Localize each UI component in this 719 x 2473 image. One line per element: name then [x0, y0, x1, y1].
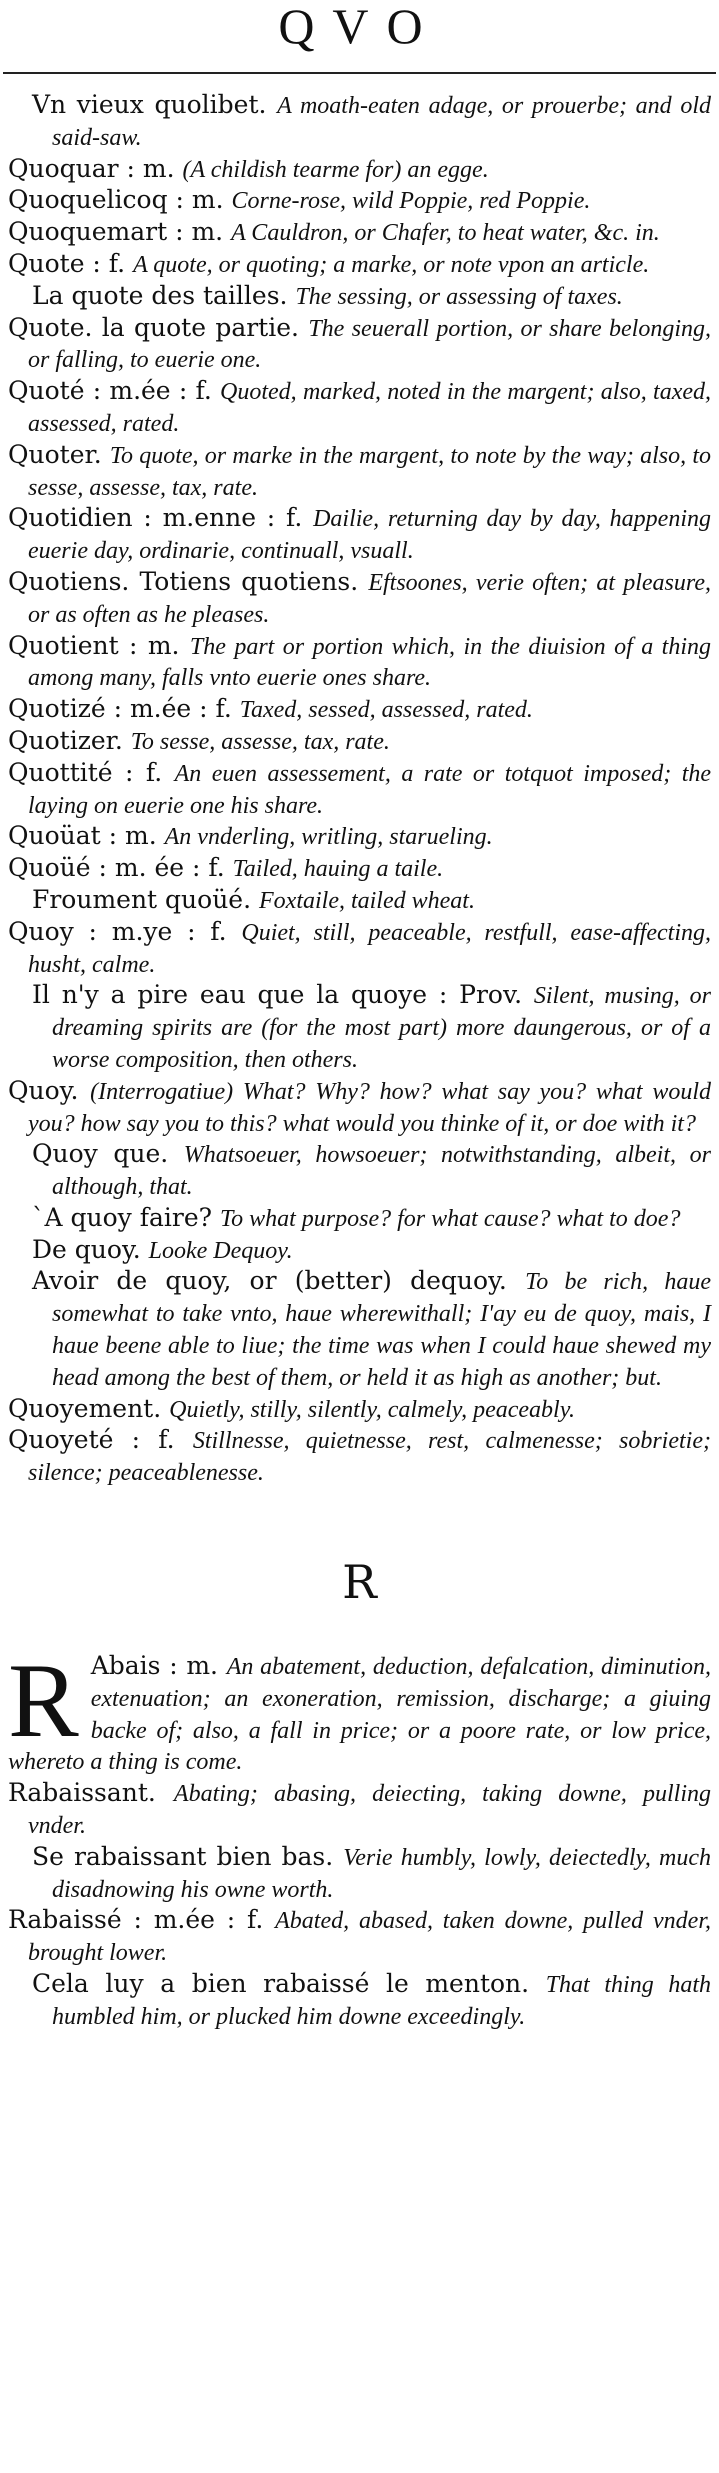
dictionary-entry [8, 1076, 711, 1140]
entry-gloss: (A childish tearme for) an egge. [182, 156, 489, 183]
entry-headword: Avoir de quoy, or (better) dequoy. [32, 1266, 507, 1296]
entry-headword: Quottité : f. [8, 757, 163, 787]
entry-gloss: The part or portion which, in the diuision of a thing among many, falls vnto euerie ones share. [28, 633, 712, 692]
entry-gloss: Stillnesse, quietnesse, rest, calmenesse; sobrietie; silence; peaceablenesse. [28, 1428, 711, 1487]
dictionary-entry [8, 980, 711, 1075]
entry-headword: Quoüé : m. ée : f. [8, 853, 225, 883]
entry-headword: Vn vieux quolibet. [32, 90, 267, 119]
dictionary-entry [8, 90, 711, 154]
entry-gloss: Abating; abasing, deiecting, taking downe, pulling vnder. [28, 1781, 711, 1840]
entry-headword: Il n'y a pire eau que la quoye : Prov. [32, 980, 523, 1010]
dictionary-entry [8, 217, 711, 249]
entry-headword: Quoy que. [32, 1139, 169, 1169]
entry-gloss: Silent, musing, or dreaming spirits are (for the most part) more daungerous, or of a worse composition, then others. [52, 983, 711, 1073]
entry-headword: Cela luy a bien rabaissé le menton. [32, 1969, 530, 1999]
entry-headword: Quoyement. [8, 1393, 162, 1423]
dictionary-entry [8, 503, 711, 567]
dictionary-entry [8, 631, 711, 695]
entry-gloss: Abated, abased, taken downe, pulled vnder, brought lower. [28, 1908, 712, 1967]
entry-headword: Quotizé : m.ée : f. [8, 694, 232, 724]
entry-headword: Quoüat : m. [8, 821, 157, 851]
entry-gloss: Corne-rose, wild Poppie, red Poppie. [231, 188, 591, 215]
dictionary-entry [8, 917, 711, 981]
entry-gloss: Eftsoones, verie often; at pleasure, or as often as he pleases. [28, 569, 711, 628]
dictionary-entry [8, 1139, 711, 1203]
dictionary-entry [8, 154, 711, 186]
entry-gloss: A quote, or quoting; a marke, or note vpon an article. [133, 251, 650, 278]
entry-headword: Quotizer. [8, 725, 123, 755]
entry-headword: Froument quoüé. [32, 884, 252, 914]
section-letter: R [342, 1555, 377, 1610]
dictionary-entry [8, 1266, 711, 1393]
entry-headword: Quotient : m. [8, 630, 180, 660]
dictionary-entry [8, 440, 711, 504]
entry-headword: Abais : m. [90, 1651, 218, 1681]
dictionary-entry [8, 885, 711, 917]
dictionary-entry [8, 313, 711, 377]
entry-gloss: Whatsoeuer, howsoeuer; notwithstanding, albeit, or although, that. [52, 1142, 711, 1201]
dictionary-entry [8, 1842, 711, 1906]
entry-headword: Quoquelicoq : m. [8, 185, 224, 215]
entry-headword: De quoy. [32, 1234, 141, 1264]
entry-headword: `A quoy faire? [32, 1202, 213, 1232]
drop-cap: R [8, 1642, 79, 1760]
dictionary-entry [8, 694, 711, 726]
dictionary-entry [8, 1425, 711, 1489]
entry-gloss: That thing hath humbled him, or plucked him downe exceedingly. [52, 1972, 711, 2030]
dictionary-entry [8, 1642, 711, 1778]
entry-gloss: Quiet, still, peaceable, restfull, ease-affecting, husht, calme. [28, 919, 711, 978]
entry-gloss: To quote, or marke in the margent, to note by the way; also, to sesse, assesse, tax, rate. [28, 442, 711, 501]
dictionary-entry [8, 1203, 711, 1235]
header-rule [3, 72, 716, 74]
entry-headword: Quoquar : m. [8, 153, 175, 183]
entry-gloss: Taxed, sessed, assessed, rated. [239, 697, 533, 724]
page-header: QVO [278, 0, 441, 54]
qvo-entry-list [8, 90, 711, 1489]
entry-headword: Quoy : m.ye : f. [8, 916, 227, 946]
entry-gloss: Verie humbly, lowly, deiectedly, much disadnowing his owne worth. [52, 1844, 711, 1903]
entry-headword: Quoter. [8, 439, 102, 469]
entry-gloss: A Cauldron, or Chafer, to heat water, &c. in. [231, 220, 660, 247]
dictionary-entry [8, 1778, 711, 1842]
dictionary-entry [8, 726, 711, 758]
entry-gloss: An vnderling, writling, starueling. [164, 824, 493, 851]
dictionary-entry [8, 281, 711, 313]
dictionary-entry [8, 376, 711, 440]
entry-gloss: To what purpose? for what cause? what to doe? [219, 1205, 681, 1232]
dictionary-entry [8, 249, 711, 281]
entry-gloss: Quoted, marked, noted in the margent; also, taxed, assessed, rated. [28, 379, 711, 437]
entry-gloss: A moath-eaten adage, or prouerbe; and old said-saw. [52, 93, 712, 151]
entry-headword: Quoté : m.ée : f. [8, 376, 212, 406]
entry-gloss: The seuerall portion, or share belonging, or falling, to euerie one. [28, 315, 711, 374]
dictionary-entry [8, 1905, 711, 1969]
entry-gloss: The sessing, or assessing of taxes. [295, 283, 623, 310]
entry-gloss: To be rich, haue somewhat to take vnto, haue wherewithall; I'ay eu de quoy, mais, I haue beene able to liue; the time was when I could haue shewed my head among the best of them, or held it as high as another; but. [52, 1269, 712, 1391]
entry-headword: Quotidien : m.enne : f. [8, 503, 303, 533]
dictionary-entry [8, 853, 711, 885]
entry-gloss: Tailed, hauing a taile. [232, 856, 444, 883]
entry-headword: Quote. la quote partie. [8, 312, 299, 342]
entry-headword: Se rabaissant bien bas. [32, 1841, 334, 1871]
dictionary-entry [8, 1235, 711, 1267]
r-entry-list [8, 1778, 711, 2032]
entry-headword: Quoquemart : m. [8, 217, 224, 247]
entry-headword: Quoyeté : f. [8, 1425, 175, 1455]
dictionary-entry [8, 185, 711, 217]
entry-headword: Rabaissé : m.ée : f. [8, 1905, 264, 1935]
dictionary-entry [8, 821, 711, 853]
entry-headword: Quotiens. Totiens quotiens. [8, 566, 359, 596]
entry-gloss: Dailie, returning day by day, happening euerie day, ordinarie, continuall, vsuall. [28, 506, 711, 565]
entry-gloss: An abatement, deduction, defalcation, diminution, extenuation; an exoneration, remission, discharge; a giuing backe of; also, a fall in price; or a poore rate, or low price, whereto a thing is come. [8, 1654, 711, 1776]
entry-gloss: (Interrogatiue) What? Why? how? what say you? what would you? how say you to this? what would you thinke of it, or doe with it? [28, 1078, 711, 1137]
entry-headword: Rabaissant. [8, 1778, 156, 1808]
dictionary-entry [8, 1394, 711, 1426]
entry-gloss: Looke Dequoy. [148, 1237, 293, 1264]
entry-gloss: An euen assessement, a rate or totquot imposed; the laying on euerie one his share. [28, 760, 712, 819]
entry-headword: Quote : f. [8, 248, 126, 278]
entry-gloss: To sesse, assesse, tax, rate. [130, 728, 390, 755]
entry-headword: Quoy. [8, 1075, 79, 1105]
entry-headword: La quote des tailles. [32, 280, 288, 310]
entry-gloss: Quietly, stilly, silently, calmely, peaceably. [169, 1396, 576, 1423]
entries-column [8, 90, 711, 2033]
dictionary-entry [8, 1969, 711, 2033]
dictionary-entry [8, 758, 711, 822]
entry-gloss: Foxtaile, tailed wheat. [259, 887, 475, 914]
dictionary-entry [8, 567, 711, 631]
